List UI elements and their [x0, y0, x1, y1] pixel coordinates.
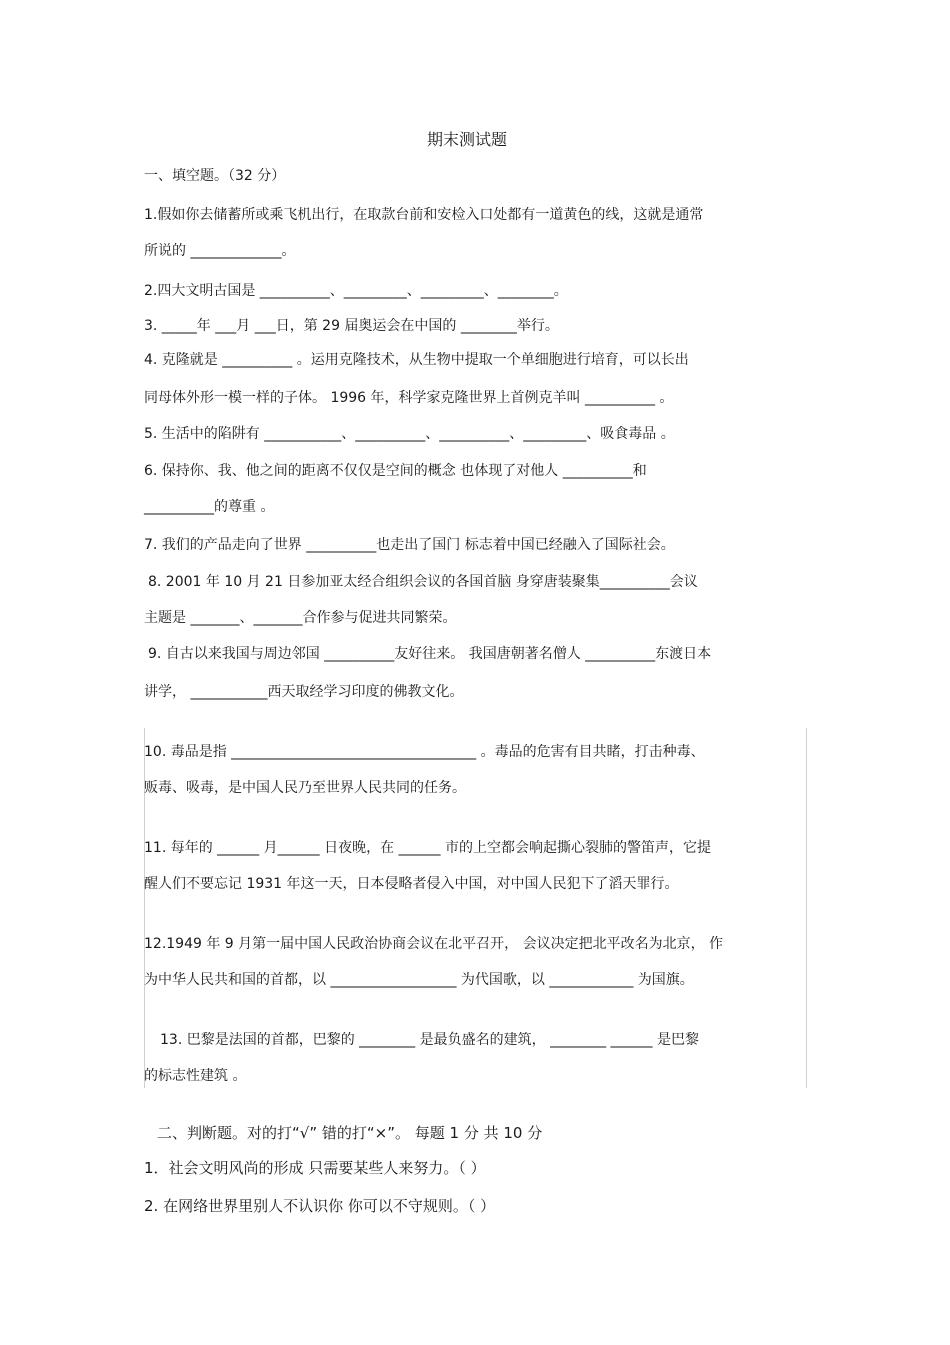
question-line: 2.四大文明古国是 __________、_________、_________、________。	[144, 283, 568, 299]
question-line: 5. 生活中的陷阱有 ___________、__________、__________、_________、吸食毒品 。	[144, 426, 675, 442]
question-line: 为中华人民共和国的首都，以 __________________ 为代国歌，以 ____________ 为国旗。	[144, 972, 694, 988]
frame-right-border	[806, 728, 807, 1088]
question-line: 10. 毒品是指 ___________________________________ 。毒品的危害有目共睹，打击种毒、	[144, 744, 705, 760]
question-line: __________的尊重 。	[144, 499, 275, 515]
question-line: 6. 保持你、我、他之间的距离不仅仅是空间的概念 也体现了对他人 __________和	[144, 463, 647, 479]
page-title: 期末测试题	[427, 130, 508, 149]
question-line: 1．社会文明风尚的形成 只需要某些人来努力。（ ）	[144, 1159, 486, 1177]
question-line: 4. 克隆就是 __________ 。运用克隆技术，从生物中提取一个单细胞进行培育，可以长出	[144, 352, 689, 368]
question-line: 的标志性建筑 。	[144, 1068, 247, 1084]
question-line: 7. 我们的产品走向了世界 __________也走出了国门 标志着中国已经融入了国际社会。	[144, 537, 675, 553]
question-line: 3. _____年 ___月 ___日，第 29 届奥运会在中国的 ________举行。	[144, 318, 559, 334]
question-line: 同母体外形一模一样的子体。 1996 年，科学家克隆世界上首例克羊叫 __________ 。	[144, 390, 674, 406]
question-line: 1.假如你去储蓄所或乘飞机出行，在取款台前和安检入口处都有一道黄色的线，这就是通常	[144, 207, 704, 223]
section-1-heading: 一、填空题。（32 分）	[144, 168, 286, 184]
question-line: 12.1949 年 9 月第一届中国人民政治协商会议在北平召开， 会议决定把北平改名为北京， 作	[144, 936, 724, 952]
question-line: 9. 自古以来我国与周边邻国 __________友好往来。 我国唐朝著名僧人 __________东渡日本	[148, 646, 712, 662]
question-line: 8. 2001 年 10 月 21 日参加亚太经合组织会议的各国首脑 身穿唐装聚集__________会议	[148, 574, 698, 590]
section-2-heading: 二、判断题。对的打“√” 错的打“×”。 每题 1 分 共 10 分	[157, 1124, 543, 1142]
question-line: 所说的 _____________。	[144, 243, 296, 259]
question-line: 2. 在网络世界里别人不认识你 你可以不守规则。（ ）	[144, 1197, 496, 1215]
question-line: 11. 每年的 ______ 月______ 日夜晚，在 ______ 市的上空都会响起撕心裂肺的警笛声，它提	[144, 840, 711, 856]
question-line: 贩毒、吸毒，是中国人民乃至世界人民共同的任务。	[144, 780, 466, 796]
question-line: 主题是 _______、_______合作参与促进共同繁荣。	[144, 610, 457, 626]
question-line: 讲学， ___________西天取经学习印度的佛教文化。	[144, 684, 464, 700]
question-line: 醒人们不要忘记 1931 年这一天，日本侵略者侵入中国，对中国人民犯下了滔天罪行。	[144, 876, 679, 892]
question-line: 13. 巴黎是法国的首都，巴黎的 ________ 是最负盛名的建筑， ________ ______ 是巴黎	[160, 1032, 699, 1048]
